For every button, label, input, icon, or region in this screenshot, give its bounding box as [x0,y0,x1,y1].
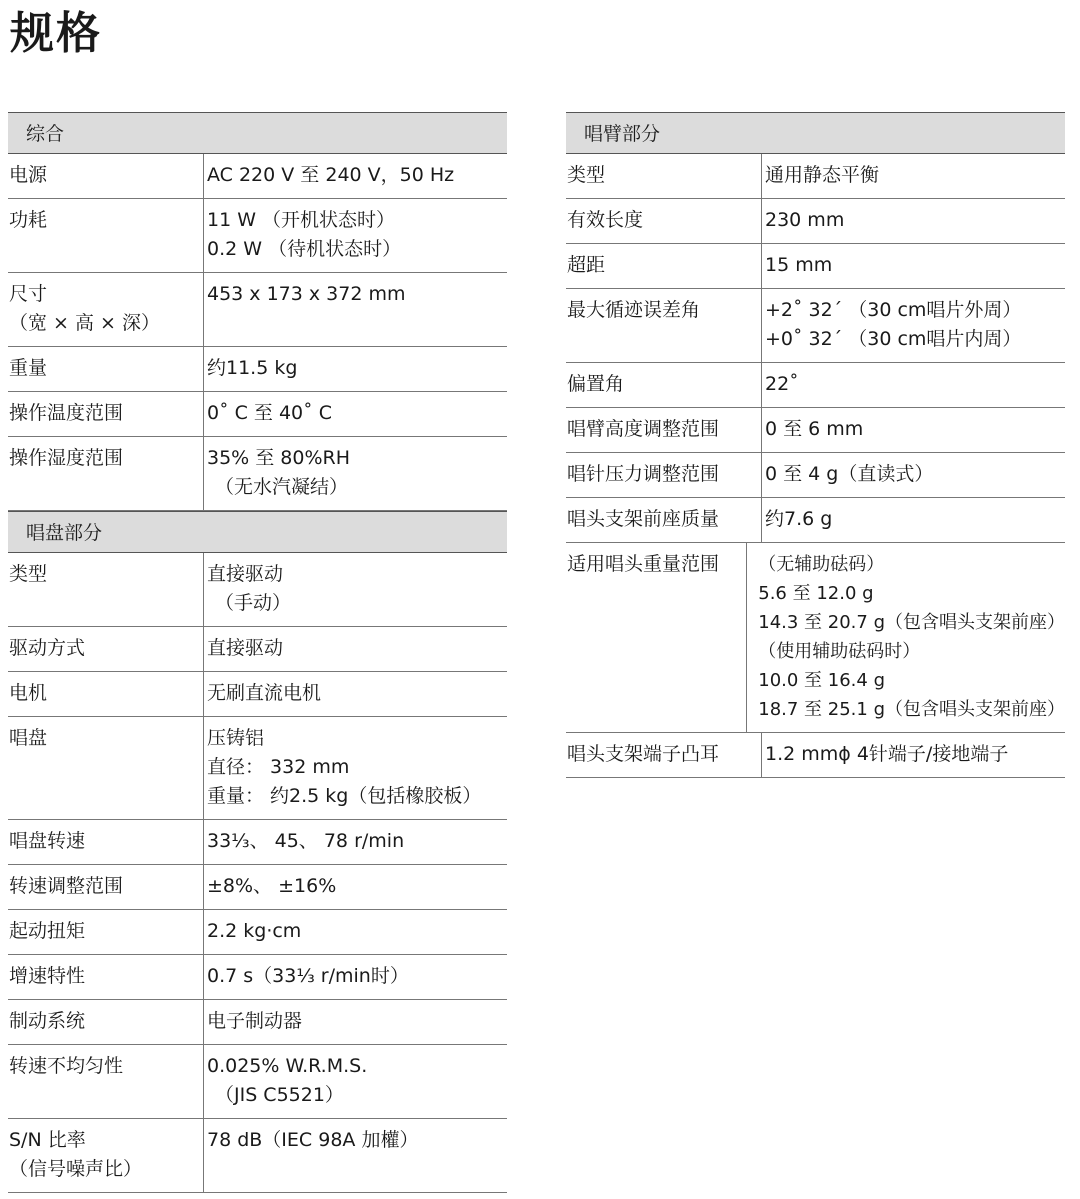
spec-label-line: 类型 [9,563,48,585]
spec-row [566,199,1065,244]
spec-row [8,865,507,910]
spec-row [566,733,1065,778]
right-spec-column [566,112,1065,778]
spec-value-line: 直径： 332 mm [207,756,350,778]
spec-label-line: 电源 [9,164,48,186]
spec-row [8,910,507,955]
spec-label [8,910,203,954]
spec-row [8,672,507,717]
spec-row [8,199,507,273]
spec-row [566,408,1065,453]
spec-value [761,289,1065,362]
spec-row [8,347,507,392]
spec-value-line: 0.2 W （待机状态时） [207,238,402,260]
spec-label [8,154,203,198]
spec-label-line: 电机 [9,682,48,704]
spec-label [566,289,761,362]
spec-label [8,1045,203,1118]
spec-row [566,289,1065,363]
spec-value [203,672,507,716]
spec-label-line: 适用唱头重量范围 [567,553,720,575]
spec-label [566,543,746,732]
spec-value [203,347,507,391]
spec-value [203,553,507,626]
spec-label-line: 增速特性 [9,965,86,987]
spec-label [566,498,761,542]
spec-value-line: 5.6 至 12.0 g [758,583,874,604]
spec-value-line: ±8%、 ±16% [207,875,337,897]
spec-row [566,543,1065,733]
spec-label-line: 制动系统 [9,1010,86,1032]
spec-value-line: 78 dB（IEC 98A 加權） [207,1129,419,1151]
spec-label [8,392,203,436]
spec-label-line: 唱针压力调整范围 [567,463,720,485]
spec-label-line: 驱动方式 [9,637,86,659]
left-spec-column [8,112,507,1193]
spec-row [8,437,507,511]
spec-value-line: 33⅓、 45、 78 r/min [207,830,405,852]
spec-label [8,820,203,864]
spec-value-line: 1.2 mmϕ 4针端子/接地端子 [765,743,1009,765]
spec-value-line: 约7.6 g [765,508,833,530]
spec-value-line: 电子制动器 [207,1010,303,1032]
spec-value-line: 0˚ C 至 40˚ C [207,402,332,424]
spec-value-line: 15 mm [765,254,833,276]
spec-value-line: 22˚ [765,373,799,395]
spec-value-line: 0 至 6 mm [765,418,864,440]
spec-value-line: 10.0 至 16.4 g [758,670,885,691]
spec-row [566,154,1065,199]
spec-value [761,199,1065,243]
spec-value [203,1045,507,1118]
spec-label [8,347,203,391]
spec-value-line: 0.025% W.R.M.S. [207,1055,368,1077]
spec-value-line: 无刷直流电机 [207,682,322,704]
spec-value-line: 0 至 4 g（直读式） [765,463,934,485]
spec-value-line: （无水汽凝结） [215,476,349,498]
spec-label-line: 类型 [567,164,606,186]
spec-value-line: 通用静态平衡 [765,164,880,186]
spec-value-line: （JIS C5521） [215,1084,344,1106]
spec-label-line: 唱头支架前座质量 [567,508,720,530]
spec-value-line: （使用辅助砝码时） [758,641,921,662]
spec-label-line: 尺寸 [9,283,48,305]
spec-value-line: （手动） [215,592,292,614]
page-title: 规格 [10,8,102,59]
section-header-general: 综合 [8,112,507,154]
spec-label-line: S/N 比率 [9,1129,86,1151]
spec-value-line: 453 x 173 x 372 mm [207,283,406,305]
spec-row [8,820,507,865]
spec-label-line: 操作湿度范围 [9,447,124,469]
platter-spec-table [8,553,507,1193]
spec-label-line: 转速调整范围 [9,875,124,897]
spec-label-line: 功耗 [9,209,48,231]
spec-label-line: 唱盘转速 [9,830,86,852]
spec-value [761,244,1065,288]
spec-label [8,1000,203,1044]
spec-value-line: 14.3 至 20.7 g（包含唱头支架前座） [758,612,1065,633]
spec-value-line: 重量： 约2.5 kg（包括橡胶板） [207,785,482,807]
spec-value-line: 直接驱动 [207,563,284,585]
spec-value-line: 18.7 至 25.1 g（包含唱头支架前座） [758,699,1065,720]
spec-value [761,363,1065,407]
spec-label-line: （信号噪声比） [9,1158,143,1180]
spec-value [203,820,507,864]
spec-label-line: 操作温度范围 [9,402,124,424]
spec-label [8,273,203,346]
spec-label-line: 唱臂高度调整范围 [567,418,720,440]
spec-row [8,627,507,672]
spec-label [8,865,203,909]
spec-label [8,672,203,716]
spec-value-line: 230 mm [765,209,845,231]
spec-label [8,955,203,999]
spec-row [8,955,507,1000]
spec-label-line: 重量 [9,357,48,379]
spec-value-line: （无辅助砝码） [758,554,885,575]
spec-row [8,717,507,820]
spec-label-line: 最大循迹误差角 [567,299,701,321]
spec-value-line: 约11.5 kg [207,357,298,379]
spec-label-line: 唱盘 [9,727,48,749]
spec-value [203,154,507,198]
section-header-tonearm: 唱臂部分 [566,112,1065,154]
spec-label [8,553,203,626]
general-spec-table [8,154,507,511]
spec-label [8,1119,203,1192]
spec-value-line: 压铸铝 [207,727,265,749]
spec-value [203,392,507,436]
spec-value [203,865,507,909]
spec-label-line: 转速不均匀性 [9,1055,124,1077]
spec-label [566,733,761,777]
spec-row [8,553,507,627]
spec-label [566,453,761,497]
spec-value [761,733,1065,777]
spec-value-line: 2.2 kg·cm [207,920,302,942]
spec-value-line: 0.7 s（33⅓ r/min时） [207,965,409,987]
spec-label [566,408,761,452]
spec-label-line: 起动扭矩 [9,920,86,942]
spec-value-line: 直接驱动 [207,637,284,659]
tonearm-spec-table [566,154,1065,778]
spec-value [746,543,1065,732]
spec-value [203,627,507,671]
spec-row [8,1119,507,1193]
spec-row [8,1045,507,1119]
spec-row [8,154,507,199]
spec-label [566,363,761,407]
spec-row [8,1000,507,1045]
spec-value [203,437,507,510]
spec-label [566,199,761,243]
spec-label-line: 超距 [567,254,606,276]
spec-value [761,408,1065,452]
spec-row [566,453,1065,498]
spec-value [203,1000,507,1044]
spec-row [566,244,1065,289]
spec-value [203,955,507,999]
spec-value [761,154,1065,198]
spec-label [8,437,203,510]
spec-value [203,1119,507,1192]
spec-label-line: 唱头支架端子凸耳 [567,743,720,765]
spec-row [566,363,1065,408]
spec-value [203,717,507,819]
spec-label [8,199,203,272]
spec-row [8,273,507,347]
spec-row [8,392,507,437]
spec-row [566,498,1065,543]
spec-label [8,717,203,819]
spec-value-line: +0˚ 32´ （30 cm唱片内周） [765,328,1022,350]
spec-value [203,910,507,954]
spec-label-line: 有效长度 [567,209,644,231]
spec-label [566,154,761,198]
spec-label [566,244,761,288]
spec-label-line: （宽 × 高 × 深） [9,312,160,334]
section-header-platter: 唱盘部分 [8,511,507,553]
spec-value-line: +2˚ 32´ （30 cm唱片外周） [765,299,1022,321]
spec-value-line: AC 220 V 至 240 V，50 Hz [207,164,455,186]
spec-label-line: 偏置角 [567,373,625,395]
spec-value-line: 35% 至 80%RH [207,447,351,469]
spec-value [761,453,1065,497]
spec-value-line: 11 W （开机状态时） [207,209,396,231]
spec-value [761,498,1065,542]
spec-value [203,199,507,272]
spec-label [8,627,203,671]
spec-value [203,273,507,346]
